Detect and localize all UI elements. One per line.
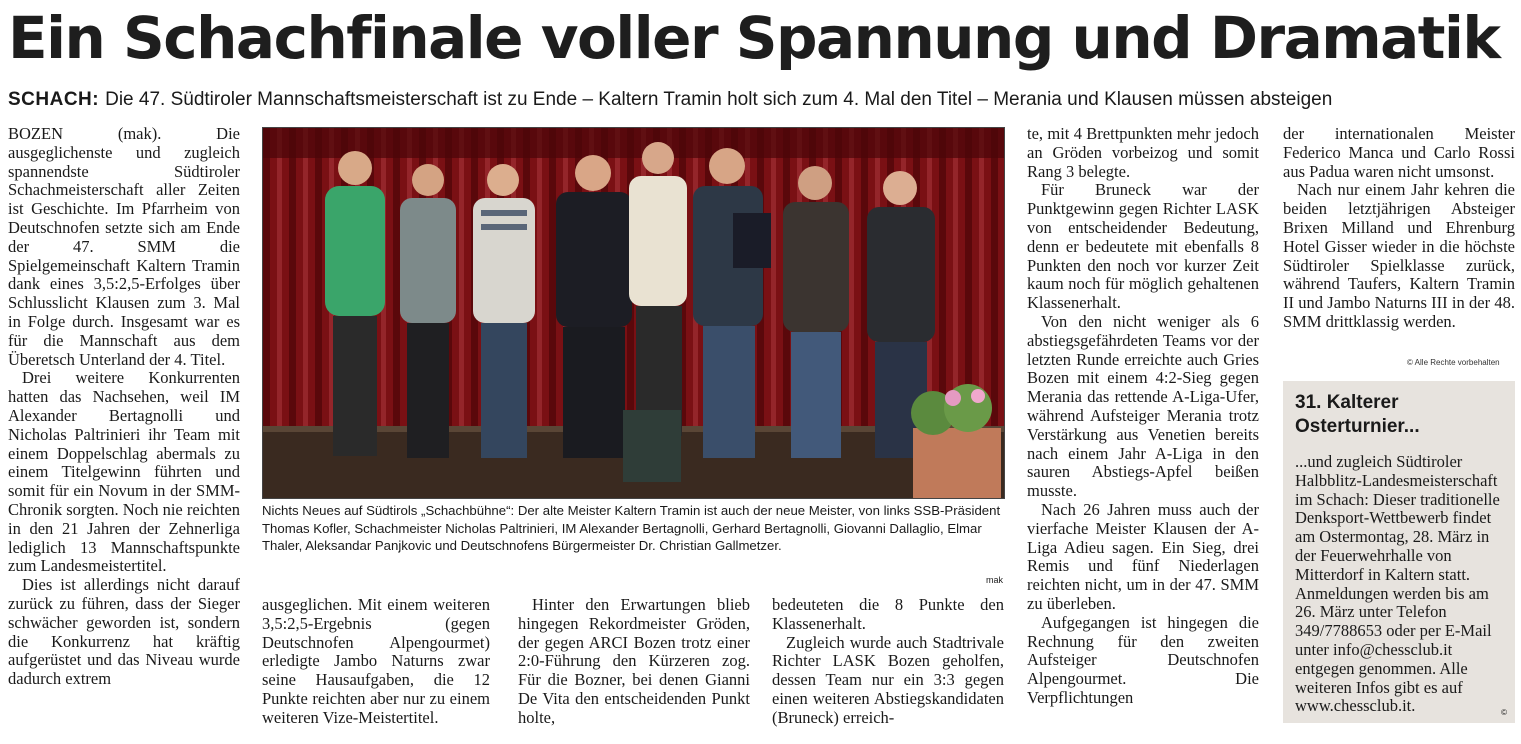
headline: Ein Schachfinale voller Spannung und Dramatik	[8, 4, 1500, 72]
team-photo-illustration	[263, 128, 1004, 498]
team-photo	[262, 127, 1005, 499]
paragraph: Dies ist allerdings nicht darauf zurück zu führen, dass der Sieger schwächer geworden ist, sondern die Konkurrenz hat kräftig aufgerüstet und das Niveau wurde dadurch extrem	[8, 575, 240, 689]
event-box-title: 31. Kalterer Osterturnier...	[1295, 392, 1420, 437]
subheadline	[8, 88, 1518, 112]
article-column-6	[1283, 125, 1515, 357]
caption-text: Nichts Neues auf Südtirols „Schachbühne“: Der alte Meister Kaltern Tramin ist auch der neue Meister, von links SSB-Präsident Thomas Kofler, Schachmeister Nicholas Paltrinieri, IM Alexander Bertagnolli, Gerhard Bertagnolli, Giovanni Dallaglio, Elmar Thaler, Aleksandar Panjkovic und Deutschnofens Bürgermeister Dr. Christian Gallmetzer.	[262, 503, 1001, 554]
paragraph: Zugleich wurde auch Stadtrivale Richter LASK Bozen geholfen, dessen Team nur ein 3:3 gegen einen weiteren Abstiegskandidaten (Bruneck) erreich-	[772, 632, 1004, 727]
paragraph: bedeuteten die 8 Punkte den Klassenerhalt.	[772, 596, 1004, 633]
box-copyright-mark: ©	[1501, 708, 1507, 717]
event-info-box	[1283, 381, 1515, 723]
paragraph: ausgeglichen. Mit einem weiteren 3,5:2,5-Ergebnis (gegen Deutschnofen Alpengourmet) erledigte Jambo Naturns zwar seine Hausaufgaben, die 12 Punkte reichten aber nur zu einem weiteren Vize-Meistertitel.	[262, 596, 490, 727]
paragraph: Drei weitere Konkurrenten hatten das Nachsehen, weil IM Alexander Bertagnolli und Nicholas Paltrinieri ihr Team mit einem Doppelschlag abermals zu einem Titelgewinn führten und somit für ein Novum in der SMM-Chronik sorgten. Noch nie reichten in den 21 Jahren der Zehnerliga lediglich 13 Mannschaftspunkte zum Landesmeistertitel.	[8, 368, 240, 576]
subheadline-text: Die 47. Südtiroler Mannschaftsmeisterschaft ist zu Ende – Kaltern Tramin holt sich zum 4. Mal den Titel – Merania und Klausen müssen absteigen	[105, 89, 1333, 110]
article-column-5	[1027, 125, 1259, 737]
photo-credit: mak	[985, 575, 1003, 586]
paragraph: der internationalen Meister Federico Manca und Carlo Rossi aus Padua waren nicht umsonst.	[1283, 125, 1515, 181]
trophy-box	[623, 410, 681, 482]
article-column-3	[518, 596, 750, 736]
paragraph: Hinter den Erwartungen blieb hingegen Rekordmeister Gröden, der gegen ARCI Bozen trotz einer 2:0-Führung den Kürzeren zog. Für die Bozner, bei denen Gianni De Vita den entscheidenden Punkt holte,	[518, 596, 750, 727]
paragraph: Von den nicht weniger als 6 abstiegsgefährdeten Teams vor der letzten Runde erreichte auch Gries Bozen mit einem 4:2-Sieg gegen Merania das rettende A-Liga-Ufer, während Aufsteiger Merania trotz Verstärkung aus Venetien bereits nach einem Jahr A-Liga in den sauren Abstiegs-Apfel beißen musste.	[1027, 311, 1259, 501]
article-column-1	[8, 125, 240, 737]
paragraph: Für Bruneck war der Punktgewinn gegen Richter LASK von entscheidender Bedeutung, denn er bedeutete mit ebenfalls 8 Punkten den noch vor kurzer Zeit kaum noch für möglich gehaltenen Klassenerhalt.	[1027, 180, 1259, 313]
photo-caption	[262, 502, 1003, 592]
paragraph: Nach 26 Jahren muss auch der vierfache Meister Klausen der A-Liga Adieu sagen. Ein Sieg, drei Remis und fünf Niederlagen reichten nicht, um in der 47. SMM zu überleben.	[1027, 499, 1259, 613]
event-box-text: ...und zugleich Südtiroler Halbblitz-Landesmeisterschaft im Schach: Dieser traditionelle Denksport-Wettbewerb findet am Ostermontag, 28. März in der Feuerwehrhalle von Mitterdorf in Kaltern statt. Anmeldungen werden bis am 26. März unter Telefon 349/7788653 oder per E-Mail unter info@chessclub.it entgegen genommen. Alle weiteren Infos gibt es auf www.chessclub.it.	[1295, 452, 1500, 716]
paragraph: Aufgegangen ist hingegen die Rechnung für den zweiten Aufsteiger Deutschnofen Alpengourmet. Die Verpflichtungen	[1027, 612, 1259, 707]
copyright-notice: © Alle Rechte vorbehalten	[1407, 358, 1500, 367]
article-column-2	[262, 596, 490, 736]
section-kicker: SCHACH:	[8, 89, 100, 110]
paragraph: te, mit 4 Brettpunkten mehr jedoch an Gröden vorbeizog und somit Rang 3 belegte.	[1027, 125, 1259, 181]
paragraph: BOZEN (mak). Die ausgeglichenste und zugleich spannendste Südtiroler Schachmeisterschaft aller Zeiten ist Geschichte. Im Pfarrheim von Deutschnofen setzte sich am Ende der 47. SMM die Spielgemeinschaft Kaltern Tramin dank eines 3,5:2,5-Erfolges über Schlusslicht Klausen zum 3. Mal in Folge durch. Insgesamt war es für die Mannschaft aus dem Überetsch Unterland der 4. Titel.	[8, 125, 240, 369]
article-column-4	[772, 596, 1004, 736]
paragraph: Nach nur einem Jahr kehren die beiden letztjährigen Absteiger Brixen Milland und Ehrenburg Hotel Gisser wieder in die höchste Südtiroler Spielklasse zurück, während Taufers, Kaltern Tramin II und Jambo Naturns III in der 48. SMM drittklassig werden.	[1283, 180, 1515, 331]
